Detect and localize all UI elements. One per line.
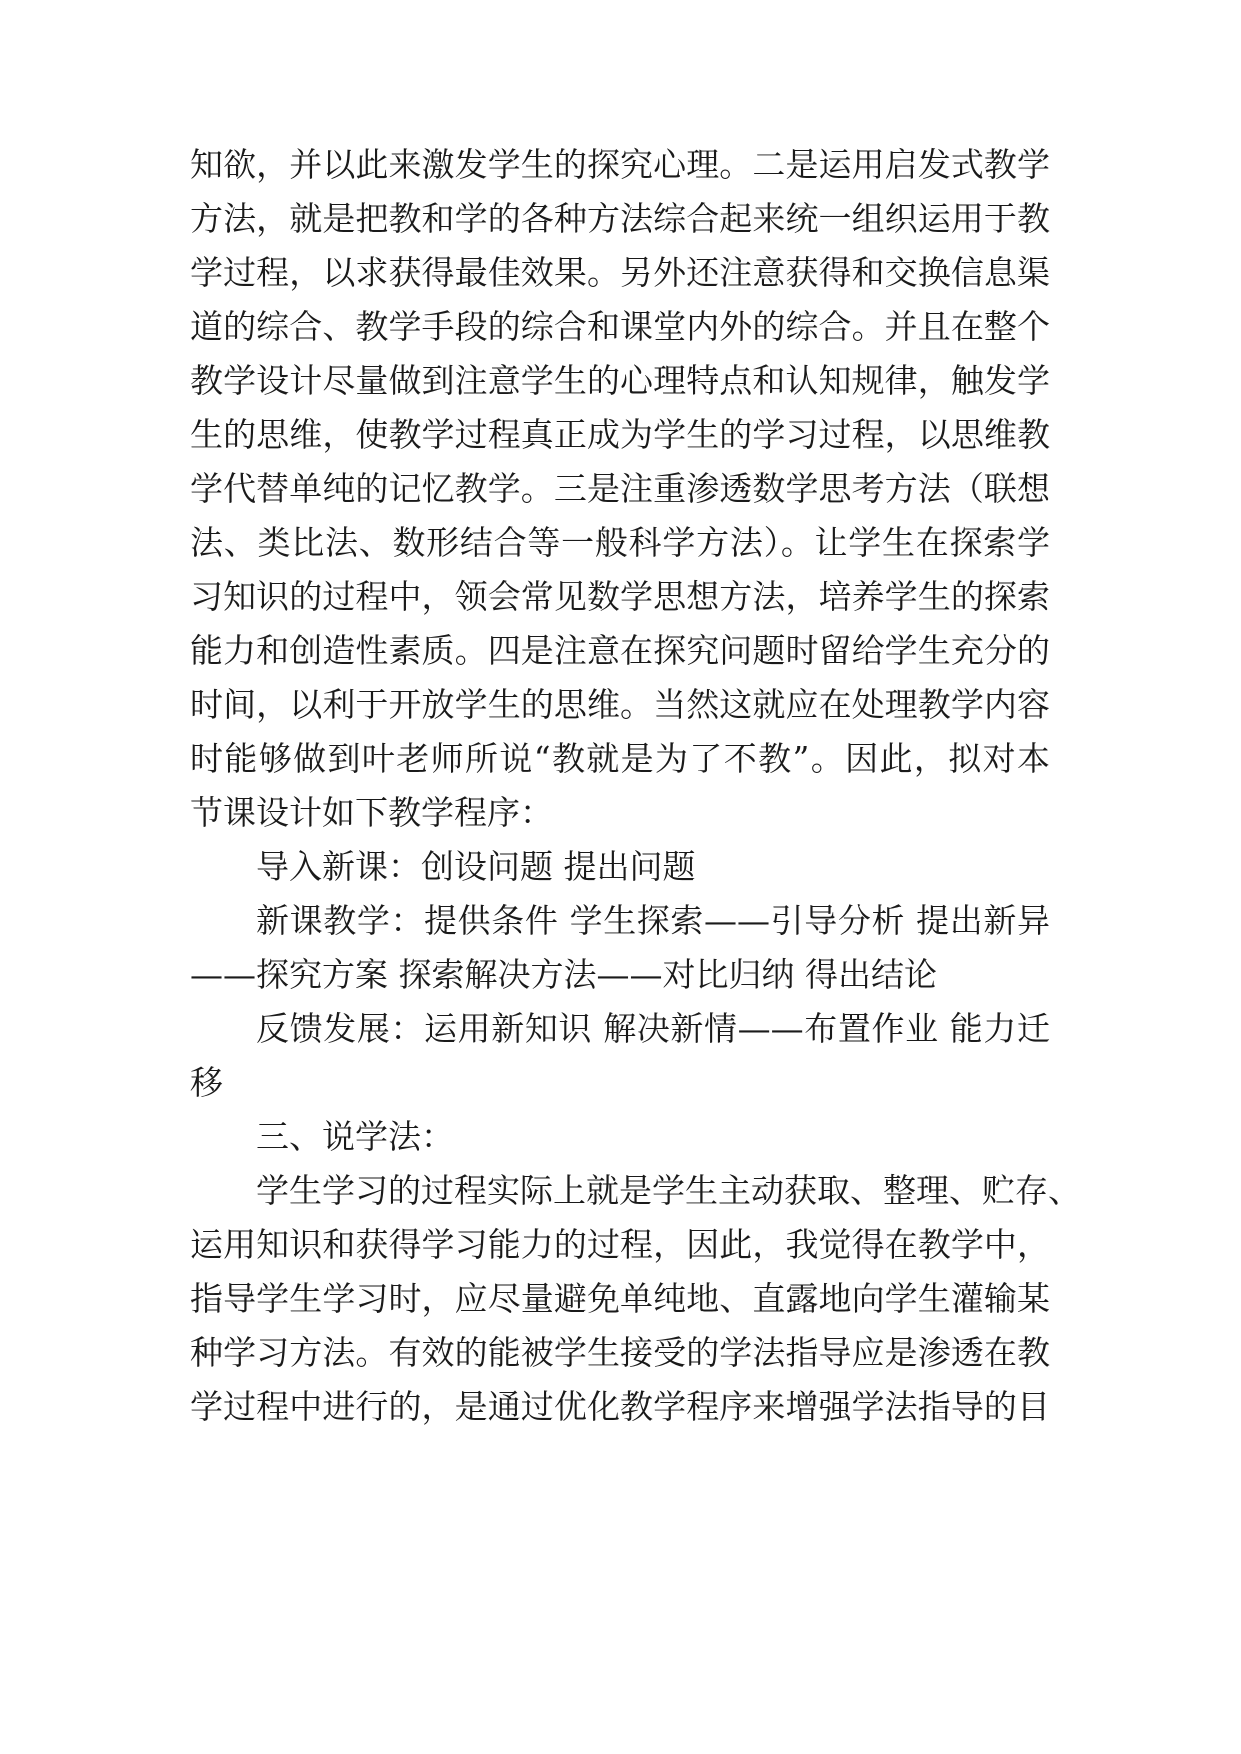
paragraph-line: 知欲，并以此来激发学生的探究心理。二是运用启发式教学 xyxy=(190,145,1050,184)
procedure-step-feedback: 反馈发展：运用新知识 解决新情——布置作业 能力迁 xyxy=(256,1009,1050,1048)
paragraph-line: 学生学习的过程实际上就是学生主动获取、整理、贮存、 xyxy=(256,1171,1081,1210)
paragraph-line: 种学习方法。有效的能被学生接受的学法指导应是渗透在教 xyxy=(190,1333,1050,1372)
paragraph-line: 时间，以利于开放学生的思维。当然这就应在处理教学内容 xyxy=(190,685,1050,724)
procedure-step-new-lesson: 新课教学：提供条件 学生探索——引导分析 提出新异 xyxy=(256,901,1050,940)
paragraph-line: 习知识的过程中，领会常见数学思想方法，培养学生的探索 xyxy=(190,577,1050,616)
paragraph-line: 能力和创造性素质。四是注意在探究问题时留给学生充分的 xyxy=(190,631,1050,670)
paragraph-line: 生的思维，使教学过程真正成为学生的学习过程，以思维教 xyxy=(190,415,1050,454)
paragraph-line: 节课设计如下教学程序： xyxy=(190,793,553,832)
paragraph-line: 道的综合、教学手段的综合和课堂内外的综合。并且在整个 xyxy=(190,307,1050,346)
paragraph-line: 法、类比法、数形结合等一般科学方法）。让学生在探索学 xyxy=(190,523,1050,562)
paragraph-line: 教学设计尽量做到注意学生的心理特点和认知规律，触发学 xyxy=(190,361,1050,400)
paragraph-line: 运用知识和获得学习能力的过程，因此，我觉得在教学中， xyxy=(190,1225,1050,1264)
paragraph-line: 学过程中进行的，是通过优化教学程序来增强学法指导的目 xyxy=(190,1387,1050,1426)
paragraph-line: 指导学生学习时，应尽量避免单纯地、直露地向学生灌输某 xyxy=(190,1279,1050,1318)
procedure-step-new-lesson-cont: ——探究方案 探索解决方法——对比归纳 得出结论 xyxy=(190,955,937,994)
paragraph-line: 方法，就是把教和学的各种方法综合起来统一组织运用于教 xyxy=(190,199,1050,238)
paragraph-line: 学代替单纯的记忆教学。三是注重渗透数学思考方法（联想 xyxy=(190,469,1050,508)
section-heading: 三、说学法： xyxy=(256,1117,454,1156)
procedure-step-intro: 导入新课：创设问题 提出问题 xyxy=(256,847,696,886)
paragraph-line: 学过程，以求获得最佳效果。另外还注意获得和交换信息渠 xyxy=(190,253,1050,292)
paragraph-line: 时能够做到叶老师所说“教就是为了不教”。因此，拟对本 xyxy=(190,739,1050,778)
procedure-step-feedback-cont: 移 xyxy=(190,1063,223,1102)
